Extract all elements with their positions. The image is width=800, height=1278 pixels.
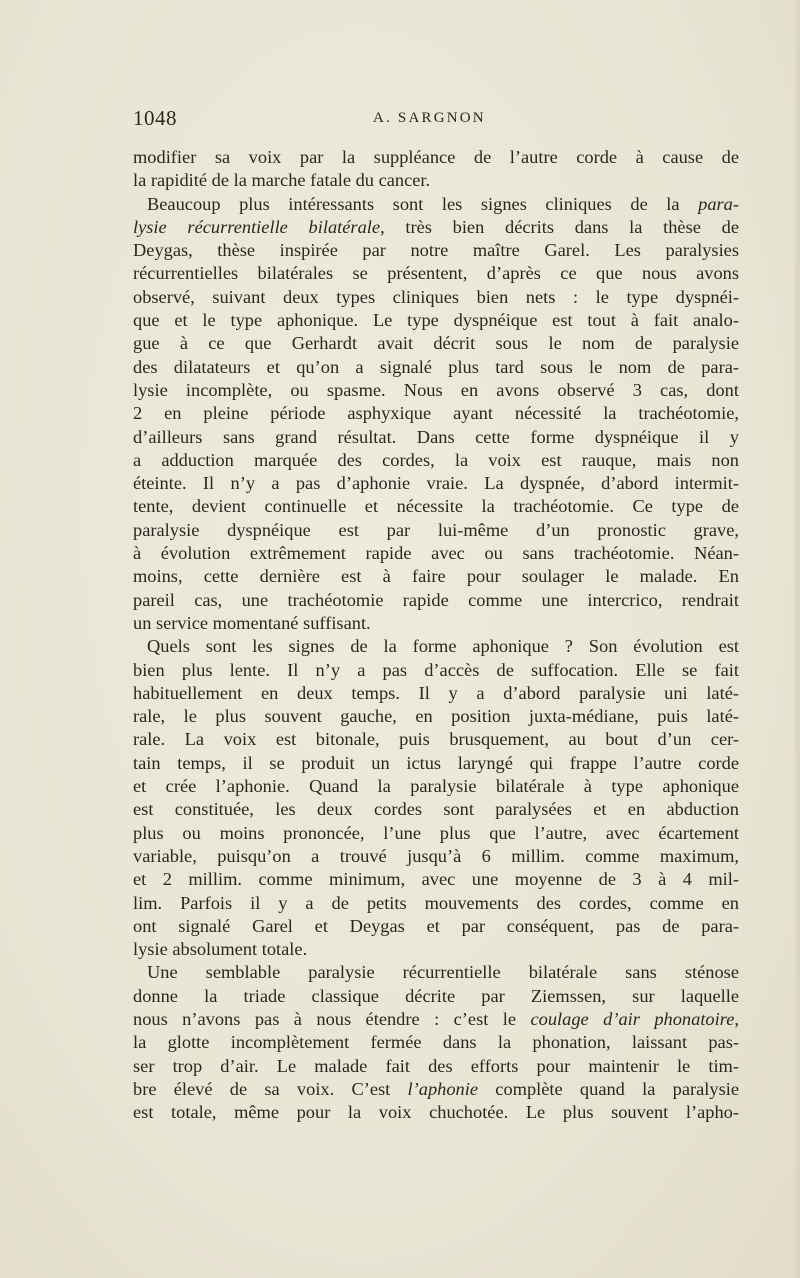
text-segment: modifier sa voix par la suppléance de l’autre corde à cause de [133, 147, 739, 167]
text-line [133, 565, 739, 588]
text-line [133, 659, 739, 682]
text-segment: donne la triade classique décrite par Ziemssen, sur laquelle [133, 985, 739, 1006]
page-edge [794, 0, 800, 1278]
text-segment: Une semblable paralysie récurrentielle bilatérale sans sténose [147, 962, 739, 983]
text-line [133, 985, 739, 1008]
text-line [133, 449, 739, 472]
text-segment: d’ailleurs sans grand résultat. Dans cette forme dyspnéique il y [133, 426, 739, 447]
text-segment: tente, devient continuelle et nécessite la trachéotomie. Ce type de [133, 496, 739, 517]
text-line [133, 169, 739, 192]
text-line [133, 239, 739, 262]
text-segment: lim. Parfois il y a de petits mouvements des cordes, comme en [133, 892, 739, 913]
text-segment: observé, suivant deux types cliniques bien nets : le type dyspnéi- [133, 286, 739, 307]
running-head: A. SARGNON [373, 110, 486, 126]
text-line [133, 915, 739, 938]
italic-text: para- [698, 193, 739, 214]
text-segment: nous n’avons pas à nous étendre : c’est le [133, 1008, 531, 1029]
text-line [133, 495, 739, 518]
text-line [133, 379, 739, 402]
text-line [133, 542, 739, 565]
text-segment: paralysie dyspnéique est par lui-même d’un pronostic grave, [133, 519, 739, 540]
text-segment: , [734, 1008, 739, 1029]
text-line [133, 752, 739, 775]
text-segment: a adduction marquée des cordes, la voix est rauque, mais non [133, 449, 739, 470]
text-line [133, 309, 739, 332]
text-segment: pareil cas, une trachéotomie rapide comme une intercrico, rendrait [133, 589, 739, 610]
text-line [133, 426, 739, 449]
text-line [133, 775, 739, 798]
text-line [133, 822, 739, 845]
text-line [133, 193, 739, 216]
text-segment: lysie absolument totale. [133, 939, 308, 960]
text-segment: rale. La voix est bitonale, puis brusquement, au bout d’un cer- [133, 729, 739, 750]
text-segment: des dilatateurs et qu’on a signalé plus tard sous le nom de para- [133, 356, 739, 377]
text-segment: Quels sont les signes de la forme aphonique ? Son évolution est [147, 636, 739, 657]
text-segment: lysie incomplète, ou spasme. Nous en avons observé 3 cas, dont [133, 379, 739, 400]
text-line [133, 1101, 739, 1124]
text-line [133, 728, 739, 751]
text-segment: est totale, même pour la voix chuchotée. Le plus souvent l’apho- [133, 1102, 739, 1123]
text-line [133, 519, 739, 542]
text-line [133, 1031, 739, 1054]
text-segment: bien plus lente. Il n’y a pas d’accès de suffocation. Elle se fait [133, 659, 739, 680]
text-line [133, 612, 739, 635]
text-line [133, 798, 739, 821]
text-segment: la glotte incomplètement fermée dans la phonation, laissant pas- [133, 1032, 739, 1053]
text-line [133, 961, 739, 984]
text-segment: tain temps, il se produit un ictus laryngé qui frappe l’autre corde [133, 752, 739, 773]
text-segment: , très bien décrits dans la thèse de [380, 216, 739, 237]
text-segment: gue à ce que Gerhardt avait décrit sous le nom de paralysie [133, 333, 739, 354]
text-line [133, 402, 739, 425]
body-text [133, 146, 739, 1124]
text-segment: habituellement en deux temps. Il y a d’abord paralysie uni laté- [133, 682, 739, 703]
text-line [133, 892, 739, 915]
text-segment: ser trop d’air. Le malade fait des efforts pour maintenir le tim- [133, 1055, 739, 1076]
text-line [133, 1078, 739, 1101]
text-line [133, 262, 739, 285]
text-line [133, 845, 739, 868]
text-line [133, 938, 739, 961]
text-line [133, 286, 739, 309]
text-segment: ont signalé Garel et Deygas et par conséquent, pas de para- [133, 915, 739, 936]
text-segment: éteinte. Il n’y a pas d’aphonie vraie. La dyspnée, d’abord intermit- [133, 473, 739, 494]
text-line [133, 1008, 739, 1031]
text-segment: rale, le plus souvent gauche, en position juxta-médiane, puis laté- [133, 706, 739, 727]
text-line [133, 472, 739, 495]
text-segment: un service momentané suffisant. [133, 612, 371, 633]
text-segment: variable, puisqu’on a trouvé jusqu’à 6 millim. comme maximum, [133, 845, 739, 866]
page-header [133, 106, 739, 136]
text-line [133, 705, 739, 728]
text-segment: bre élevé de sa voix. C’est [133, 1078, 408, 1099]
text-segment: Deygas, thèse inspirée par notre maître Garel. Les paralysies [133, 240, 739, 261]
italic-text: coulage d’air phonatoire [530, 1008, 735, 1029]
text-segment: moins, cette dernière est à faire pour soulager le malade. En [133, 566, 739, 587]
text-segment: à évolution extrêmement rapide avec ou sans trachéotomie. Néan- [133, 543, 739, 564]
text-line [133, 146, 739, 169]
text-line [133, 1055, 739, 1078]
text-segment: plus ou moins prononcée, l’une plus que l’autre, avec écartement [133, 822, 739, 843]
text-segment: la rapidité de la marche fatale du cancer. [133, 170, 431, 191]
text-line [133, 868, 739, 891]
text-segment: est constituée, les deux cordes sont paralysées et en abduction [133, 799, 739, 820]
text-segment: complète quand la paralysie [478, 1078, 740, 1099]
text-line [133, 356, 739, 379]
text-segment: Beaucoup plus intéressants sont les signes cliniques de la [147, 193, 699, 214]
text-segment: récurrentielles bilatérales se présentent, d’après ce que nous avons [133, 263, 739, 284]
text-segment: 2 en pleine période asphyxique ayant nécessité la trachéotomie, [133, 403, 739, 424]
text-line [133, 332, 739, 355]
text-line [133, 216, 739, 239]
text-segment: que et le type aphonique. Le type dyspnéique est tout à fait analo- [133, 310, 739, 331]
italic-text: lysie récurrentielle bilatérale [133, 216, 381, 237]
page-number: 1048 [133, 106, 177, 130]
text-line [133, 589, 739, 612]
italic-text: l’aphonie [407, 1078, 479, 1099]
text-line [133, 682, 739, 705]
text-segment: et crée l’aphonie. Quand la paralysie bilatérale à type aphonique [133, 776, 739, 797]
text-segment: et 2 millim. comme minimum, avec une moyenne de 3 à 4 mil- [133, 869, 739, 890]
text-line [133, 635, 739, 658]
